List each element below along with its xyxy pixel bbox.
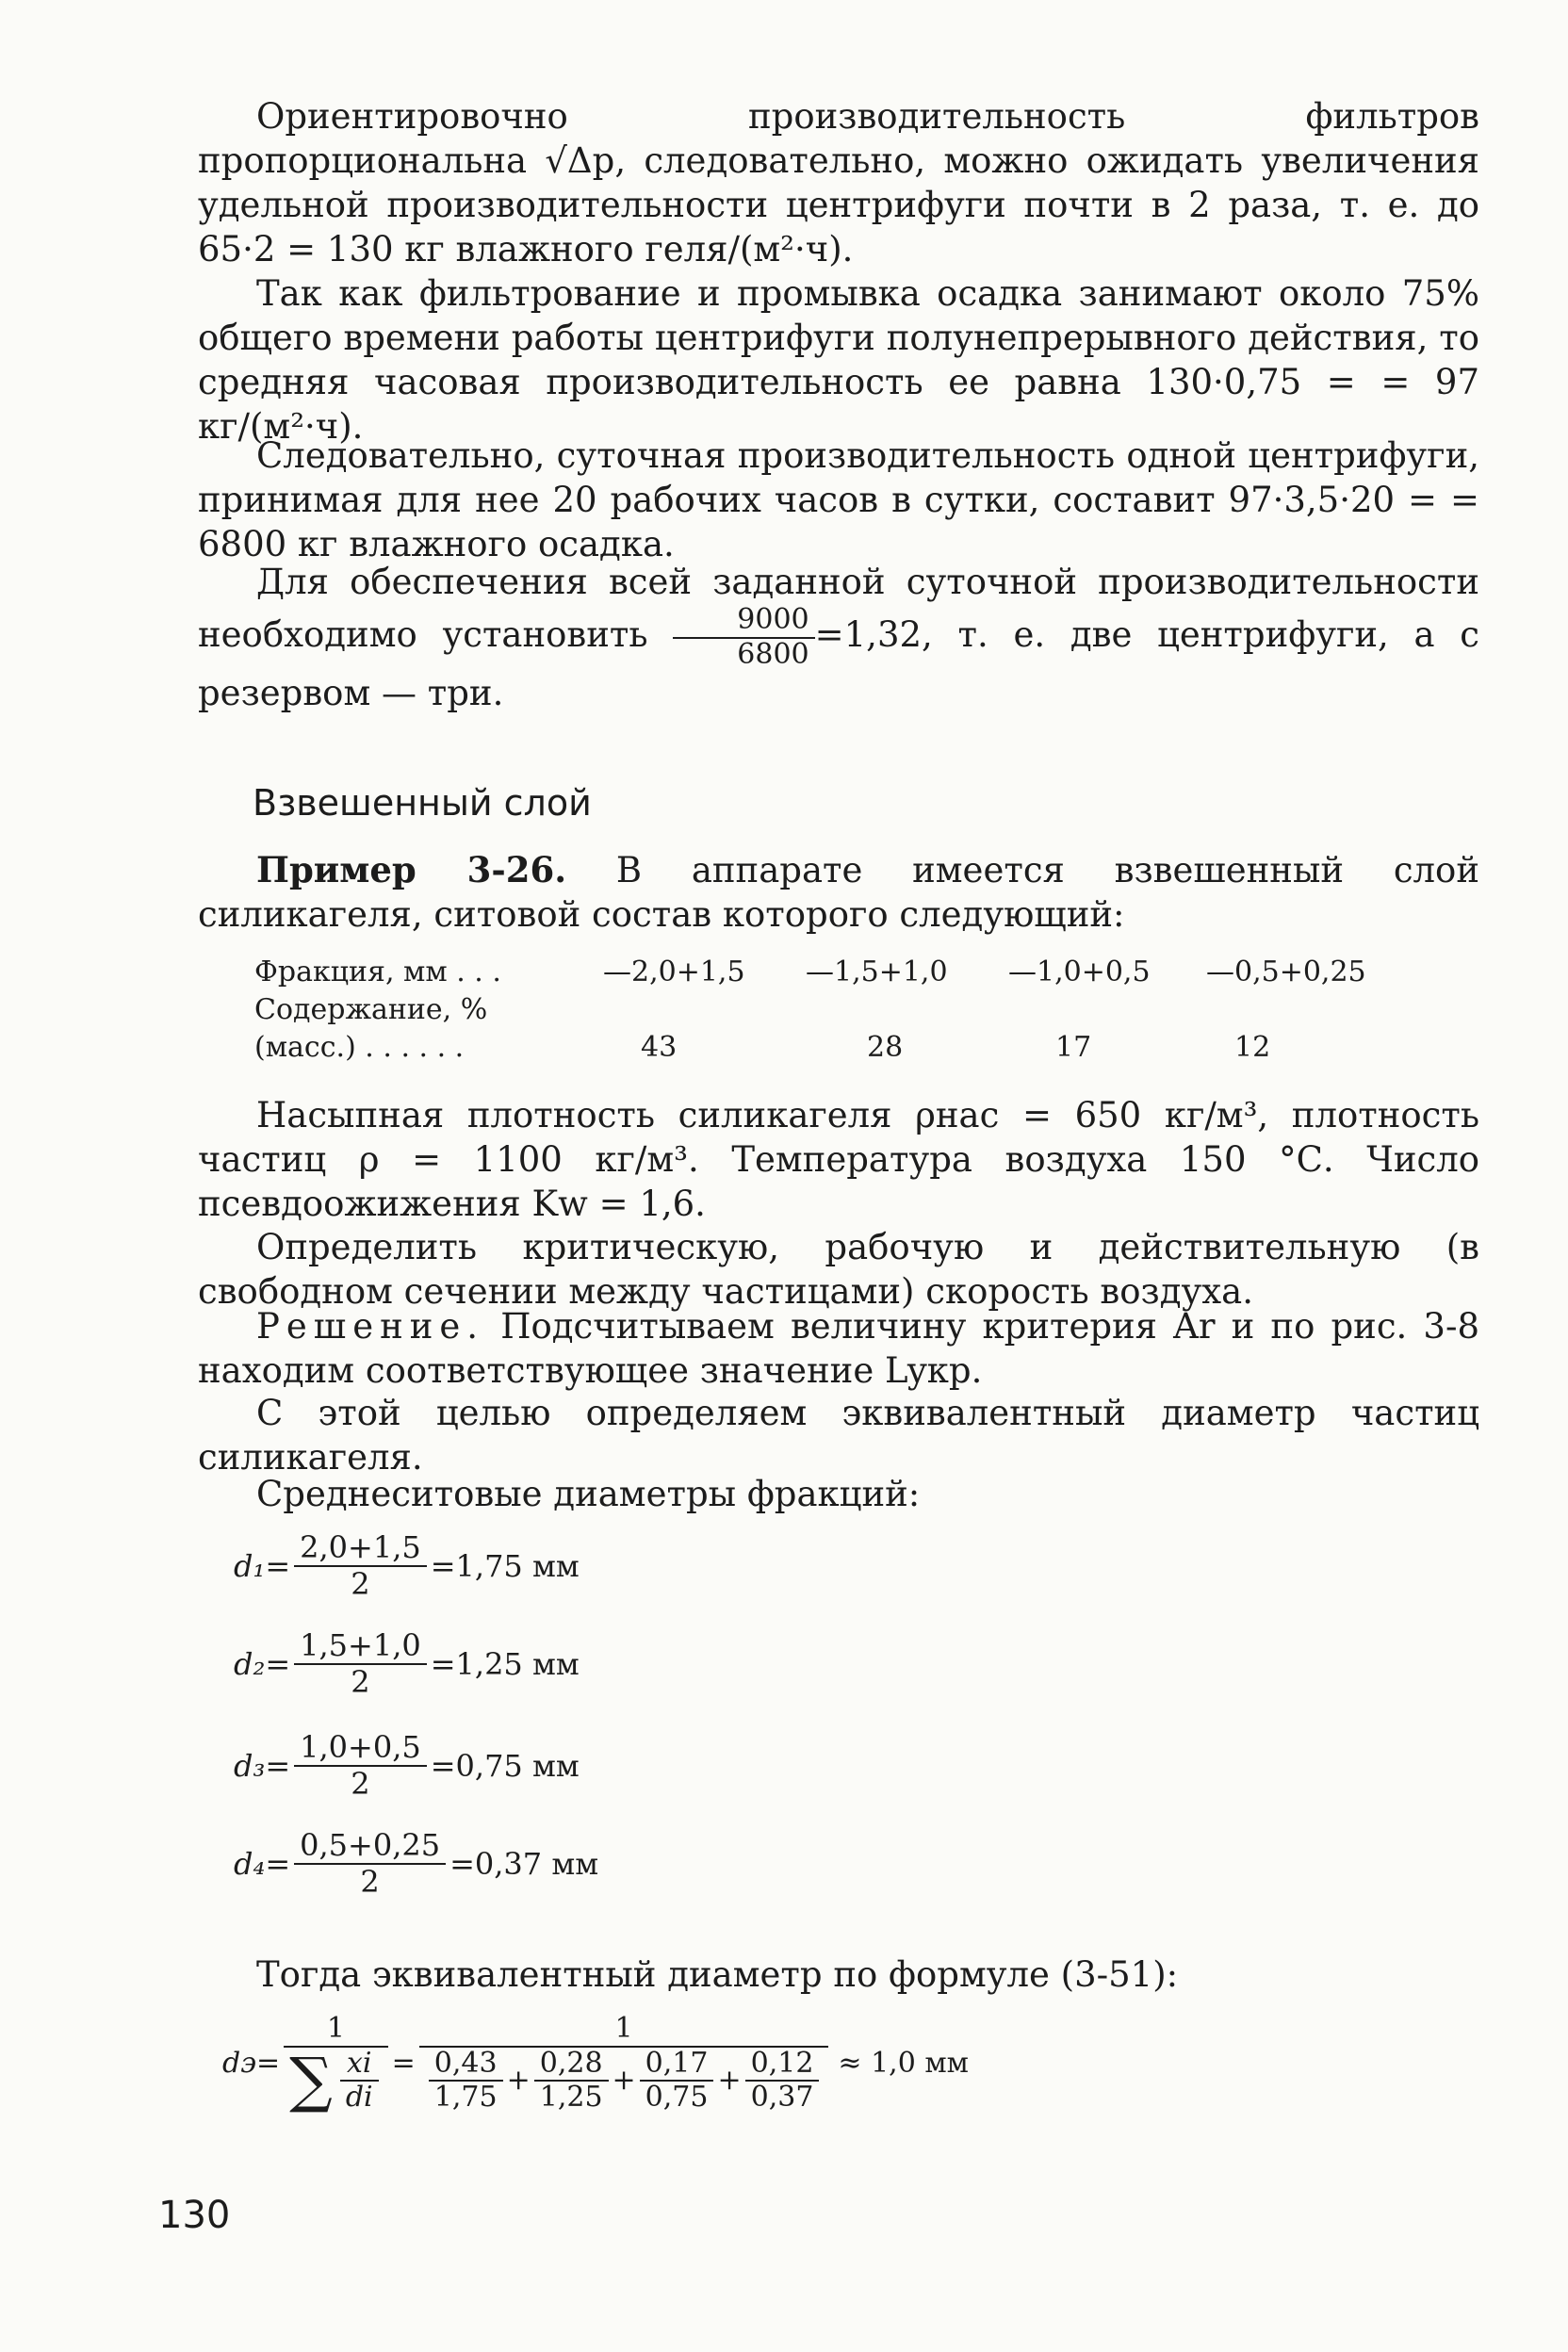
fraction-label: Фракция, мм . . . <box>254 956 501 988</box>
term-fraction <box>745 2048 820 2115</box>
paragraph-8: Среднеситовые диаметры фракций: <box>256 1474 921 1514</box>
paragraph-1 <box>198 94 1479 271</box>
example-paragraph <box>198 848 1479 937</box>
equals-sign: = <box>391 2047 416 2081</box>
formula-d4 <box>234 1828 598 1900</box>
fraction-cell: —2,0+1,5 <box>603 956 745 988</box>
fraction-numerator: 0,5+0,25 <box>294 1828 446 1865</box>
para4-after: =1,32, т. е. две центрифуги, а с резервом — три. <box>198 614 1480 713</box>
fraction-numerator: 0,28 <box>534 2048 609 2082</box>
fraction-numerator: 0,17 <box>640 2048 714 2082</box>
fraction-numerator: xi <box>340 2048 379 2082</box>
fraction-denominator: 6800 <box>737 637 809 671</box>
fraction-numerator: 1,5+1,0 <box>294 1628 427 1665</box>
paragraph-4 <box>198 560 1479 715</box>
fraction-denominator: 1,75 <box>433 2081 498 2114</box>
formula-result: ≈ 1,0 мм <box>838 2047 969 2081</box>
ratio-fraction <box>673 604 814 671</box>
example-label: Пример 3-26. <box>256 849 567 890</box>
fraction-numerator: 9000 <box>673 604 814 639</box>
para4-before: Для обеспечения всей заданной суточной производительности необходимо установить <box>198 562 1479 655</box>
sum-fraction <box>284 2013 388 2115</box>
formula-lhs: dэ= <box>222 2047 281 2081</box>
paragraph-2: Так как фильтрование и промывка осадка занимают около 75% общего времени работы центрифуги полунепрерывного действия, то средняя часовая производительность ее равна 130·0,75 = = 97 кг/(м²·ч). <box>198 273 1479 447</box>
fraction-denominator: 2 <box>360 1863 380 1900</box>
content-cell: 12 <box>1234 1031 1271 1064</box>
fraction-numerator: 2,0+1,5 <box>294 1530 427 1567</box>
formula-d1 <box>234 1530 580 1602</box>
expanded-fraction <box>419 2013 829 2115</box>
plus-sign: + <box>612 2063 636 2097</box>
fraction-denominator <box>419 2048 829 2115</box>
formula-lhs: d₁= <box>234 1547 291 1584</box>
fraction-denominator: 2 <box>351 1565 370 1602</box>
xi-over-di <box>340 2048 379 2115</box>
fraction-numerator: 0,43 <box>429 2048 503 2082</box>
sqrt-delta-p: √Δp <box>545 140 615 181</box>
fraction-numerator: 1 <box>284 2013 388 2048</box>
formula-fraction <box>294 1730 427 1802</box>
fraction-denominator: 0,75 <box>645 2081 709 2114</box>
fraction-denominator: 1,25 <box>539 2081 603 2114</box>
plus-sign: + <box>506 2063 531 2097</box>
formula-rhs: =1,25 мм <box>430 1645 580 1682</box>
fraction-cell: —1,5+1,0 <box>806 956 948 988</box>
example-text: В аппарате имеется взвешенный слой силикагеля, ситовой состав которого следующий: <box>198 850 1479 935</box>
content-label-mass: (масс.) . . . . . . <box>254 1031 465 1064</box>
fraction-denominator <box>284 2048 388 2115</box>
fraction-numerator: 1 <box>419 2013 829 2048</box>
paragraph-6: Определить критическую, рабочую и действительную (в свободном сечении между частицами) скорость воздуха. <box>198 1227 1479 1312</box>
formula-lhs: d₂= <box>234 1645 291 1682</box>
fraction-numerator: 0,12 <box>745 2048 820 2082</box>
term-fraction <box>640 2048 714 2115</box>
fraction-cell: —1,0+0,5 <box>1008 956 1151 988</box>
formula-fraction <box>294 1628 427 1700</box>
formula-d3 <box>234 1730 580 1802</box>
term-fraction <box>534 2048 609 2115</box>
fraction-denominator: 2 <box>351 1765 370 1802</box>
formula-fraction <box>294 1530 427 1602</box>
fraction-denominator: 2 <box>351 1663 370 1700</box>
fraction-denominator: di <box>345 2081 373 2114</box>
paragraph-7: С этой целью определяем эквивалентный диаметр частиц силикагеля. <box>198 1393 1479 1478</box>
content-cell: 28 <box>867 1031 904 1064</box>
content-cell: 43 <box>641 1031 678 1064</box>
section-heading: Взвешенный слой <box>253 782 592 824</box>
formula-lhs: d₄= <box>234 1845 291 1882</box>
formula-rhs: =0,75 мм <box>430 1747 580 1784</box>
sigma-symbol: ∑ <box>289 2046 333 2115</box>
formula-lhs: d₃= <box>234 1747 291 1784</box>
fraction-cell: —0,5+0,25 <box>1206 956 1366 988</box>
solution-paragraph <box>198 1304 1479 1393</box>
formula-rhs: =0,37 мм <box>449 1845 599 1882</box>
page-number: 130 <box>158 2194 231 2237</box>
paragraph-3: Следовательно, суточная производительность одной центрифуги, принимая для нее 20 рабочих часов в сутки, составит 97·3,5·20 = = 6800 кг влажного осадка. <box>198 435 1479 564</box>
plus-sign: + <box>717 2063 742 2097</box>
solution-text: Подсчитываем величину критерия Ar и по рис. 3-8 находим соответствующее значение Lyкр. <box>198 1306 1479 1391</box>
fraction-denominator: 0,37 <box>750 2081 814 2114</box>
para1-rest: , следовательно, можно ожидать увеличения удельной производительности центрифуги почти в 2 раза, т. е. до 65·2 = 130 кг влажного геля/(м²·ч). <box>198 140 1480 270</box>
term-fraction <box>429 2048 503 2115</box>
content-cell: 17 <box>1055 1031 1092 1064</box>
solution-label: Решение. <box>256 1306 485 1347</box>
content-label: Содержание, % <box>254 993 488 1026</box>
paragraph-5: Насыпная плотность силикагеля ρнас = 650 кг/м³, плотность частиц ρ = 1100 кг/м³. Температура воздуха 150 °С. Число псевдоожижения Kw = 1,6. <box>198 1095 1479 1224</box>
formula-d2 <box>234 1628 580 1700</box>
fraction-numerator: 1,0+0,5 <box>294 1730 427 1767</box>
formula-fraction <box>294 1828 446 1900</box>
equivalent-diameter-formula <box>222 2013 969 2115</box>
para1-line1: Ориентировочно производительность фильтров пропорциональна <box>198 96 1479 181</box>
formula-rhs: =1,75 мм <box>430 1547 580 1584</box>
paragraph-9: Тогда эквивалентный диаметр по формуле (3-51): <box>256 1954 1179 1995</box>
